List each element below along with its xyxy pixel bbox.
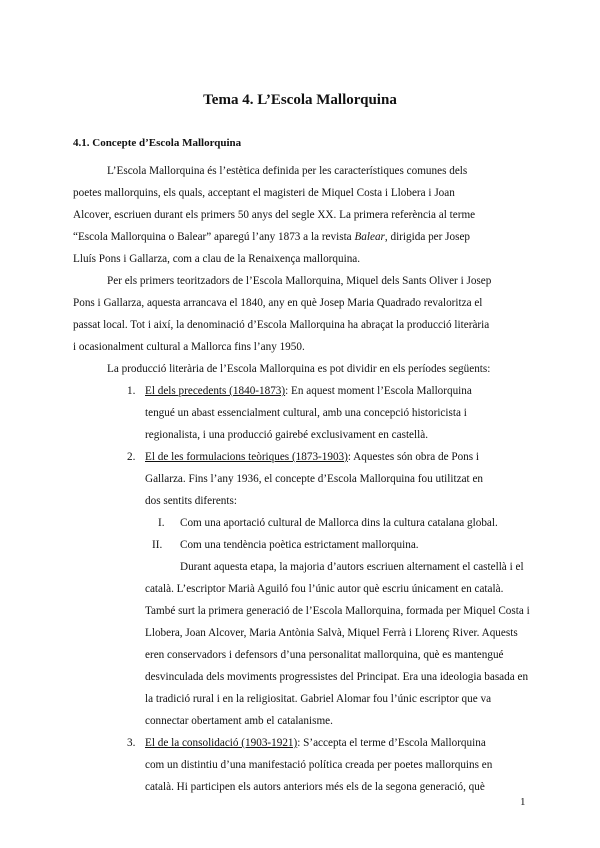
para2-line1: Per els primers teoritzadors de l’Escola Mallorquina, Miquel dels Sants Oliver i Josep xyxy=(107,275,492,287)
item3-line1-rest: : S’accepta el terme d’Escola Mallorquina xyxy=(297,737,486,749)
para2-line3: passat local. Tot i així, la denominació d’Escola Mallorquina ha abraçat la producció literària xyxy=(73,319,490,331)
item1-line2: tengué un abast essencialment cultural, amb una concepció historicista i xyxy=(145,407,467,419)
para2-line4: i ocasionalment cultural a Mallorca fins l’any 1950. xyxy=(73,341,305,353)
item1-line1-rest: : En aquest moment l’Escola Mallorquina xyxy=(285,385,472,397)
item2-para-line8: connectar obertament amb el catalanisme. xyxy=(145,715,333,727)
list-number-2: 2. xyxy=(127,451,136,463)
item2-line2: Gallarza. Fins l’any 1936, el concepte d’Escola Mallorquina fou utilitzat en xyxy=(145,473,484,485)
sublist-number-1: I. xyxy=(158,517,165,529)
sublist-number-2: II. xyxy=(152,539,163,551)
item2-line1 xyxy=(145,450,479,464)
item1-heading: El dels precedents (1840-1873) xyxy=(145,385,286,397)
section-heading: 4.1. Concepte d’Escola Mallorquina xyxy=(73,137,242,149)
para1-line3: Alcover, escriuen durant els primers 50 anys del segle XX. La primera referència al terme xyxy=(73,209,476,221)
list-number-1: 1. xyxy=(127,385,136,397)
journal-title: Balear xyxy=(354,231,385,243)
item2-para-line7: la tradició rural i en la religiositat. Gabriel Alomar fou l’únic escriptor que va xyxy=(145,693,492,705)
para2-line2: Pons i Gallarza, aquesta arrancava el 1840, any en què Josep Maria Quadrado revaloritza el xyxy=(73,297,483,309)
item2-line1-rest: : Aquestes són obra de Pons i xyxy=(347,451,480,463)
page-number: 1 xyxy=(520,796,526,808)
para1-line5: Lluís Pons i Gallarza, com a clau de la Renaixença mallorquina. xyxy=(73,253,361,265)
item2-heading: El de les formulacions teòriques (1873-1903) xyxy=(145,451,348,463)
list-number-3: 3. xyxy=(127,737,136,749)
sublist-item-2: Com una tendència poètica estrictament mallorquina. xyxy=(180,539,419,551)
item2-line3: dos sentits diferents: xyxy=(145,495,237,507)
item3-line1 xyxy=(145,736,486,750)
item2-para-line1: Durant aquesta etapa, la majoria d’autors escriuen alternament el castellà i el xyxy=(180,561,524,573)
para1-line4-start: “Escola Mallorquina o Balear” aparegú l’any 1873 a la revista xyxy=(73,231,355,243)
item2-para-line6: desvinculada dels moviments progressistes del Principat. Era una ideologia basada en xyxy=(145,671,529,683)
sublist-item-1: Com una aportació cultural de Mallorca dins la cultura catalana global. xyxy=(180,517,498,529)
item2-para-line4: Llobera, Joan Alcover, Maria Antònia Salvà, Miquel Ferrà i Llorenç River. Aquests xyxy=(145,627,518,639)
page-title: Tema 4. L’Escola Mallorquina xyxy=(203,92,397,108)
item3-heading: El de la consolidació (1903-1921) xyxy=(145,737,298,749)
item3-line3: català. Hi participen els autors anteriors més els de la segona generació, què xyxy=(145,781,485,793)
para1-line4 xyxy=(73,230,470,244)
para1-line4-end: , dirigida per Josep xyxy=(384,231,471,243)
item1-line3: regionalista, i una producció gairebé exclusivament en castellà. xyxy=(145,429,428,441)
item1-line1 xyxy=(145,384,472,398)
para3-line1: La producció literària de l’Escola Mallorquina es pot dividir en els períodes següents: xyxy=(107,363,491,375)
para1-line1: L’Escola Mallorquina és l’estètica definida per les característiques comunes dels xyxy=(107,165,468,177)
item2-para-line2: català. L’escriptor Marià Aguiló fou l’únic autor què escriu únicament en català. xyxy=(145,583,504,595)
item2-para-line5: eren conservadors i defensors d’una personalitat mallorquina, què es mantengué xyxy=(145,649,504,661)
para1-line2: poetes mallorquins, els quals, acceptant el magisteri de Miquel Costa i Llobera i Joan xyxy=(73,187,455,199)
item3-line2: com un distintiu d’una manifestació política creada per poetes mallorquins en xyxy=(145,759,493,771)
item2-para-line3: També surt la primera generació de l’Escola Mallorquina, formada per Miquel Costa i xyxy=(145,605,530,617)
